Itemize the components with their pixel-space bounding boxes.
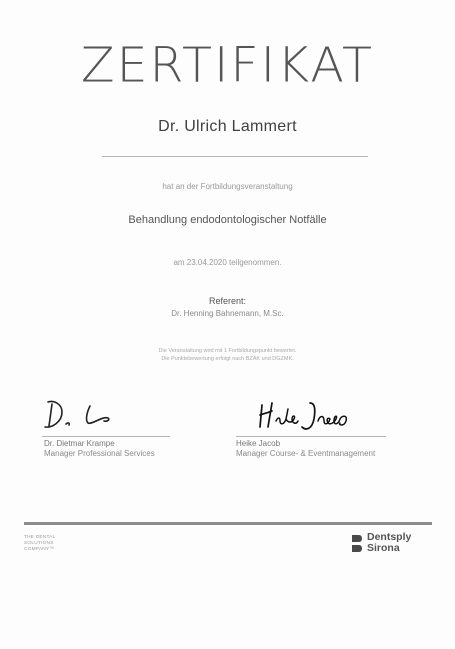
accreditation-note-line-1: Die Veranstaltung wird mit 1 Fortbildungspunkt bewertet. xyxy=(158,348,297,354)
signer-role-left: Manager Professional Services xyxy=(44,449,155,458)
signature-line-left xyxy=(42,436,170,437)
signer-name-right: Heike Jacob xyxy=(236,439,281,448)
signer-role-right: Manager Course- & Eventmanagement xyxy=(236,449,376,458)
recipient-underline xyxy=(102,156,368,157)
company-tagline xyxy=(24,535,56,553)
referent-name: Dr. Henning Bahnemann, M.Sc. xyxy=(171,309,284,318)
footer-divider xyxy=(24,522,432,525)
accreditation-note xyxy=(0,347,455,363)
certificate-title: ZERTIFIKAT xyxy=(81,37,374,94)
signature-krampe xyxy=(40,394,130,434)
accreditation-note-line-2: Die Punktebewertung erfolgt nach BZÄK und DGZMK. xyxy=(161,356,294,362)
logo-line-1: Dentsply xyxy=(367,531,412,543)
dentsply-sirona-logo xyxy=(350,532,436,558)
intro-text: hat an der Fortbildungsveranstaltung xyxy=(162,182,293,191)
tagline-line-2: SOLUTIONS xyxy=(24,541,54,546)
signature-jacob xyxy=(258,397,358,437)
signature-line-right xyxy=(236,436,386,437)
logo-wordmark xyxy=(367,532,411,554)
tagline-line-1: THE DENTAL xyxy=(24,535,56,540)
course-title: Behandlung endodontologischer Notfälle xyxy=(128,214,327,226)
participation-date: am 23.04.2020 teilgenommen. xyxy=(173,258,282,267)
signer-name-left: Dr. Dietmar Krampe xyxy=(44,439,115,448)
logo-line-2: Sirona xyxy=(367,542,400,554)
referent-label: Referent: xyxy=(208,296,247,306)
dentsply-logo-icon xyxy=(350,534,364,554)
tagline-line-3: COMPANY™ xyxy=(24,547,55,552)
recipient-name: Dr. Ulrich Lammert xyxy=(158,118,297,135)
